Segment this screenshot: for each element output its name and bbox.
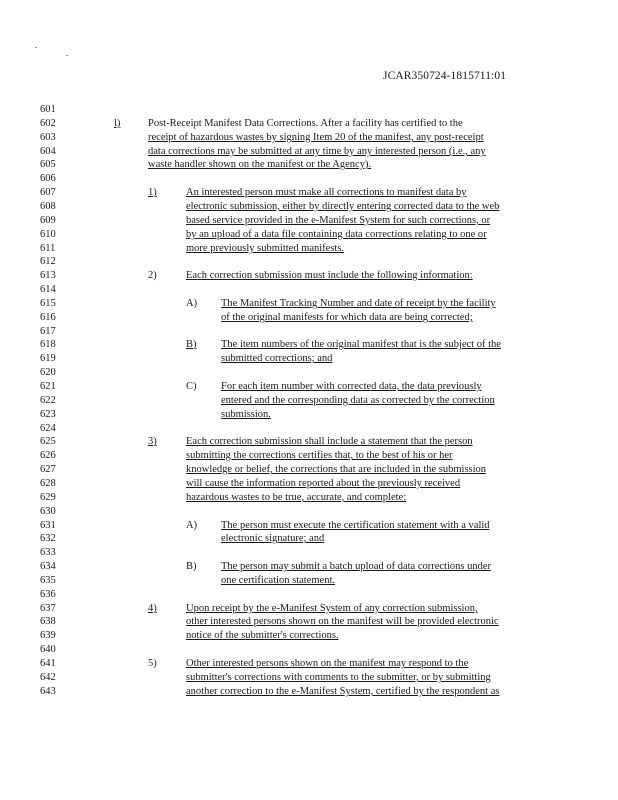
line-number: 607 (40, 187, 56, 198)
document-id: JCAR350724-1815711:01 (383, 70, 507, 82)
line-number: 631 (40, 520, 56, 531)
subitem-letter: B) (186, 561, 197, 572)
line-number: 620 (40, 367, 56, 378)
subitem-text-line: For each item number with corrected data, the data previously (221, 381, 482, 392)
item-text-line: hazardous wastes to be true, accurate, and complete: (186, 492, 407, 503)
subitem-letter: A) (186, 520, 198, 531)
item-text-line: Each correction submission must include the following information: (186, 270, 473, 281)
subitem-text-line: The Manifest Tracking Number and date of receipt by the facility (221, 298, 496, 309)
item-text-line: Upon receipt by the e-Manifest System of any correction submission, (186, 603, 478, 614)
item-number: 4) (148, 603, 157, 614)
subitem-text-line: submitted corrections; and (221, 353, 333, 364)
line-number: 618 (40, 339, 56, 350)
item-number: 5) (148, 658, 157, 669)
line-number: 601 (40, 104, 56, 115)
item-text-line: knowledge or belief, the corrections that are included in the submission (186, 464, 487, 475)
item-text-line: submitting the corrections certifies that, to the best of his or her (186, 450, 453, 461)
subitem-letter: C) (186, 381, 197, 392)
item-text-line: An interested person must make all corrections to manifest data by (186, 187, 467, 198)
item-text-line: Each correction submission shall include a statement that the person (186, 436, 473, 447)
line-number: 603 (40, 132, 56, 143)
line-number: 604 (40, 146, 56, 157)
line-number: 606 (40, 173, 56, 184)
item-text-line: by an upload of a data file containing data corrections relating to one or (186, 229, 487, 240)
line-number: 616 (40, 312, 56, 323)
line-number: 635 (40, 575, 56, 586)
subitem-text-line: one certification statement. (221, 575, 335, 586)
item-number: 3) (148, 436, 157, 447)
scan-speck (66, 55, 68, 56)
line-number: 617 (40, 326, 56, 337)
line-number: 609 (40, 215, 56, 226)
line-number: 623 (40, 409, 56, 420)
line-number: 627 (40, 464, 56, 475)
line-number: 612 (40, 256, 56, 267)
line-number: 630 (40, 506, 56, 517)
line-number: 624 (40, 423, 56, 434)
line-number: 615 (40, 298, 56, 309)
item-number: 1) (148, 187, 157, 198)
subitem-text-line: The person may submit a batch upload of data corrections under (221, 561, 491, 572)
section-label: l) (114, 118, 121, 129)
subitem-text-line: The item numbers of the original manifest that is the subject of the (221, 339, 501, 350)
item-text-line: based service provided in the e-Manifest System for such corrections, or (186, 215, 491, 226)
subitem-text-line: The person must execute the certification statement with a valid (221, 520, 490, 531)
line-number: 633 (40, 547, 56, 558)
item-text-line: electronic submission, either by directly entering corrected data to the web (186, 201, 500, 212)
subitem-text-line: of the original manifests for which data are being corrected; (221, 312, 473, 323)
item-text-line: more previously submitted manifests. (186, 243, 345, 254)
line-number: 640 (40, 644, 56, 655)
section-text-line: waste handler shown on the manifest or the Agency). (148, 159, 372, 170)
line-number: 636 (40, 589, 56, 600)
section-text-line: data corrections may be submitted at any time by any interested person (i.e., any (148, 146, 486, 157)
item-text-line: Other interested persons shown on the manifest may respond to the (186, 658, 469, 669)
line-number: 626 (40, 450, 56, 461)
subitem-text-line: entered and the corresponding data as corrected by the correction (221, 395, 495, 406)
subitem-text-line: electronic signature; and (221, 533, 325, 544)
line-number: 639 (40, 630, 56, 641)
item-text-line: will cause the information reported about the previously received (186, 478, 461, 489)
section-text-line: Post-Receipt Manifest Data Corrections. After a facility has certified to the (148, 118, 463, 129)
item-text-line: other interested persons shown on the manifest will be provided electronic (186, 616, 499, 627)
line-number: 610 (40, 229, 56, 240)
line-number: 641 (40, 658, 56, 669)
line-number: 629 (40, 492, 56, 503)
line-number: 632 (40, 533, 56, 544)
section-text-line: receipt of hazardous wastes by signing Item 20 of the manifest, any post-receipt (148, 132, 484, 143)
scan-speck (35, 47, 37, 48)
line-number: 643 (40, 686, 56, 697)
line-number: 611 (40, 243, 56, 254)
subitem-letter: A) (186, 298, 198, 309)
line-number: 634 (40, 561, 56, 572)
line-number: 622 (40, 395, 56, 406)
line-number: 613 (40, 270, 56, 281)
line-number: 642 (40, 672, 56, 683)
line-number: 638 (40, 616, 56, 627)
line-number: 608 (40, 201, 56, 212)
subitem-text-line: submission. (221, 409, 271, 420)
item-text-line: notice of the submitter's corrections. (186, 630, 339, 641)
item-number: 2) (148, 270, 157, 281)
line-number: 619 (40, 353, 56, 364)
line-number: 637 (40, 603, 56, 614)
line-number: 621 (40, 381, 56, 392)
line-number: 602 (40, 118, 56, 129)
line-number: 614 (40, 284, 56, 295)
line-number: 625 (40, 436, 56, 447)
line-number: 605 (40, 159, 56, 170)
item-text-line: another correction to the e-Manifest System, certified by the respondent as (186, 686, 500, 697)
item-text-line: submitter's corrections with comments to the submitter, or by submitting (186, 672, 491, 683)
line-number: 628 (40, 478, 56, 489)
subitem-letter: B) (186, 339, 197, 350)
